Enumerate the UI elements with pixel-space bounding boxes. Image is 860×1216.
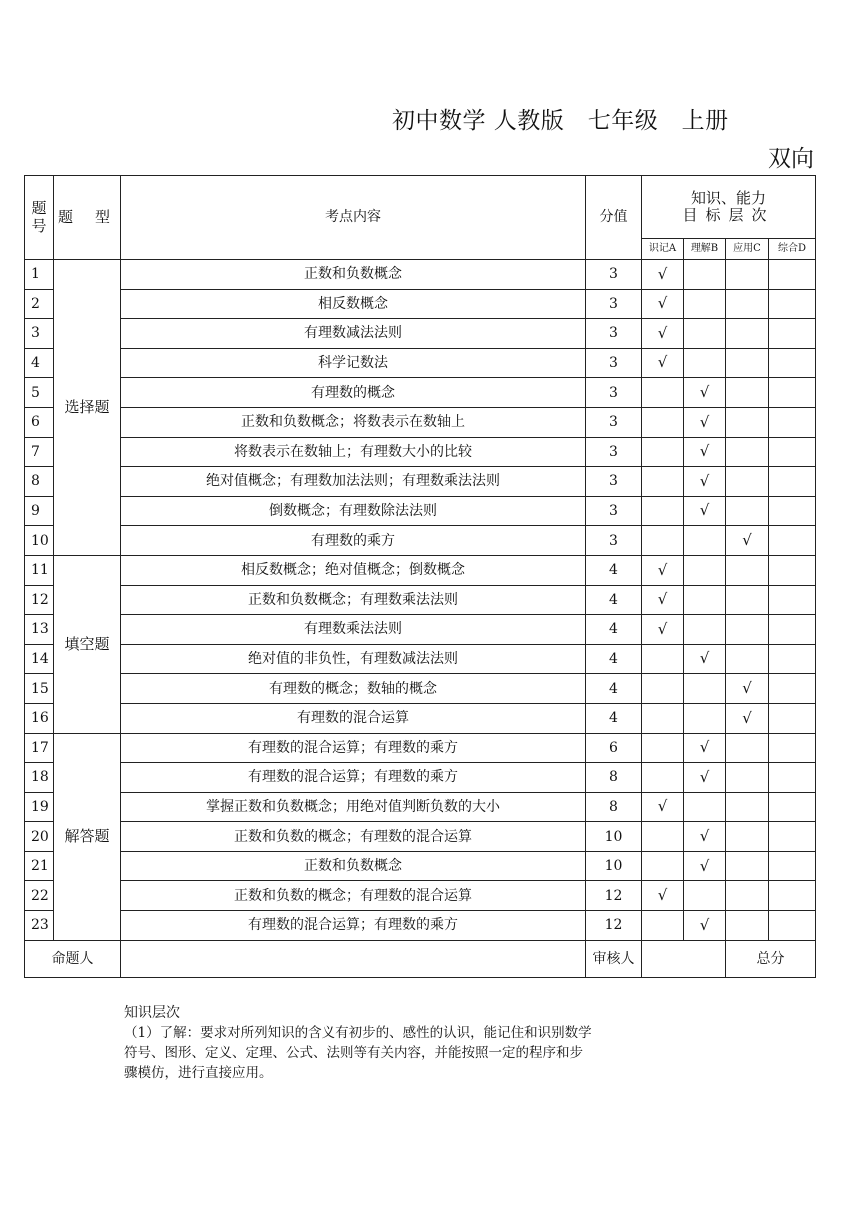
header-no-text: 题 号: [31, 199, 47, 235]
topic-content: 绝对值的非负性，有理数减法法则: [121, 644, 586, 674]
note-title: 知识层次: [124, 1005, 180, 1021]
score-value: 8: [586, 792, 642, 822]
page-subtitle: 双向: [768, 146, 814, 172]
table-row: [25, 733, 816, 763]
table-row: [25, 555, 816, 585]
question-no: 3: [25, 319, 54, 349]
level-cell: [642, 407, 684, 437]
level-cell: [769, 911, 816, 941]
question-no: 2: [25, 289, 54, 319]
level-cell: [684, 467, 726, 497]
level-cell: [642, 644, 684, 674]
level-cell: [726, 378, 769, 408]
question-no: 18: [25, 763, 54, 793]
level-cell: [726, 733, 769, 763]
topic-content: 绝对值概念；有理数加法法则；有理数乘法法则: [121, 467, 586, 497]
check-mark: √: [699, 442, 710, 461]
topic-content: 有理数的概念: [121, 378, 586, 408]
level-cell: [684, 260, 726, 290]
score-value: 3: [586, 260, 642, 290]
check-mark: √: [742, 708, 752, 727]
level-cell: [726, 348, 769, 378]
topic-content: 有理数的混合运算；有理数的乘方: [121, 733, 586, 763]
level-cell: [684, 733, 726, 763]
question-type: 选择题: [54, 260, 121, 556]
level-cell: [684, 703, 726, 733]
level-cell: [642, 348, 684, 378]
question-no: 12: [25, 585, 54, 615]
check-mark: √: [699, 856, 710, 875]
topic-content: 正数和负数概念: [121, 851, 586, 881]
level-cell: [684, 585, 726, 615]
level-cell: [642, 615, 684, 645]
level-cell: [642, 851, 684, 881]
page-title: 初中数学 人教版 七年级 上册: [392, 108, 729, 134]
reviewer-value: [642, 940, 726, 977]
score-value: 6: [586, 733, 642, 763]
level-cell: [769, 437, 816, 467]
level-cell: [726, 792, 769, 822]
level-cell: [684, 881, 726, 911]
score-value: 10: [586, 822, 642, 852]
question-no: 9: [25, 496, 54, 526]
level-cell: [726, 496, 769, 526]
level-cell: [684, 822, 726, 852]
level-cell: [684, 911, 726, 941]
level-a-label: 识记A: [642, 239, 684, 260]
topic-content: 有理数的概念；数轴的概念: [121, 674, 586, 704]
level-cell: [642, 437, 684, 467]
level-cell: [726, 911, 769, 941]
question-no: 10: [25, 526, 54, 556]
topic-content: 正数和负数概念；将数表示在数轴上: [121, 407, 586, 437]
check-mark: √: [657, 353, 668, 372]
table-row: [25, 378, 816, 408]
header-score: 分值: [586, 176, 642, 260]
topic-content: 科学记数法: [121, 348, 586, 378]
level-cell: [726, 407, 769, 437]
check-mark: √: [657, 323, 668, 342]
score-value: 4: [586, 644, 642, 674]
score-value: 4: [586, 703, 642, 733]
header-knowledge: [642, 176, 816, 239]
level-cell: [769, 585, 816, 615]
footer-row: [25, 940, 816, 977]
level-c-label: 应用C: [726, 239, 769, 260]
table-row: [25, 851, 816, 881]
topic-content: 有理数减法法则: [121, 319, 586, 349]
topic-content: 掌握正数和负数概念；用绝对值判断负数的大小: [121, 792, 586, 822]
level-cell: [726, 674, 769, 704]
score-value: 4: [586, 615, 642, 645]
level-cell: [769, 644, 816, 674]
level-cell: [769, 703, 816, 733]
level-cell: [642, 792, 684, 822]
question-no: 19: [25, 792, 54, 822]
check-mark: √: [699, 738, 710, 757]
score-value: 3: [586, 319, 642, 349]
level-cell: [642, 674, 684, 704]
check-mark: √: [699, 767, 710, 786]
header-content: 考点内容: [121, 176, 586, 260]
question-no: 8: [25, 467, 54, 497]
score-value: 3: [586, 348, 642, 378]
check-mark: √: [742, 678, 752, 697]
check-mark: √: [657, 560, 668, 579]
level-cell: [642, 822, 684, 852]
topic-content: 有理数的乘方: [121, 526, 586, 556]
score-value: 3: [586, 378, 642, 408]
author-value: [121, 940, 586, 977]
level-cell: [642, 526, 684, 556]
topic-content: 正数和负数概念: [121, 260, 586, 290]
question-no: 23: [25, 911, 54, 941]
level-cell: [726, 615, 769, 645]
question-no: 14: [25, 644, 54, 674]
table-row: [25, 674, 816, 704]
score-value: 8: [586, 763, 642, 793]
question-no: 16: [25, 703, 54, 733]
level-cell: [726, 703, 769, 733]
question-no: 1: [25, 260, 54, 290]
score-value: 4: [586, 555, 642, 585]
level-cell: [726, 881, 769, 911]
topic-content: 有理数的混合运算；有理数的乘方: [121, 911, 586, 941]
level-cell: [642, 378, 684, 408]
table-row: [25, 319, 816, 349]
question-type: 解答题: [54, 733, 121, 940]
check-mark: √: [699, 383, 710, 402]
knowledge-level-note: [124, 1003, 594, 1083]
topic-content: 正数和负数概念；有理数乘法法则: [121, 585, 586, 615]
question-no: 21: [25, 851, 54, 881]
level-cell: [642, 555, 684, 585]
check-mark: √: [699, 649, 710, 668]
table-row: [25, 467, 816, 497]
table-row: [25, 585, 816, 615]
topic-content: 有理数乘法法则: [121, 615, 586, 645]
level-cell: [769, 763, 816, 793]
level-cell: [769, 881, 816, 911]
header-type-text: 题 型: [58, 207, 111, 226]
check-mark: √: [699, 915, 710, 934]
level-cell: [684, 289, 726, 319]
level-cell: [684, 763, 726, 793]
level-cell: [642, 881, 684, 911]
check-mark: √: [657, 264, 668, 283]
level-b-label: 理解B: [684, 239, 726, 260]
question-no: 7: [25, 437, 54, 467]
level-d-label: 综合D: [769, 239, 816, 260]
table-row: [25, 644, 816, 674]
table-row: [25, 792, 816, 822]
table-row: [25, 763, 816, 793]
level-cell: [726, 763, 769, 793]
score-value: 3: [586, 289, 642, 319]
level-cell: [726, 319, 769, 349]
level-cell: [684, 615, 726, 645]
level-cell: [769, 851, 816, 881]
level-cell: [726, 555, 769, 585]
topic-content: 正数和负数的概念；有理数的混合运算: [121, 822, 586, 852]
level-cell: [769, 260, 816, 290]
question-no: 4: [25, 348, 54, 378]
topic-content: 有理数的混合运算: [121, 703, 586, 733]
level-cell: [684, 851, 726, 881]
question-type: 填空题: [54, 555, 121, 733]
level-cell: [769, 496, 816, 526]
check-mark: √: [657, 294, 668, 313]
level-cell: [726, 437, 769, 467]
level-cell: [769, 555, 816, 585]
level-cell: [642, 260, 684, 290]
level-cell: [769, 792, 816, 822]
check-mark: √: [699, 471, 710, 490]
level-cell: [684, 378, 726, 408]
table-row: [25, 703, 816, 733]
level-cell: [684, 496, 726, 526]
two-way-spec-table: [24, 175, 816, 978]
author-label: 命题人: [25, 940, 121, 977]
level-cell: [726, 260, 769, 290]
level-cell: [642, 911, 684, 941]
level-cell: [642, 319, 684, 349]
check-mark: √: [699, 501, 710, 520]
level-cell: [769, 733, 816, 763]
score-value: 3: [586, 437, 642, 467]
score-value: 4: [586, 585, 642, 615]
level-cell: [769, 407, 816, 437]
score-value: 4: [586, 674, 642, 704]
level-cell: [642, 703, 684, 733]
level-cell: [684, 792, 726, 822]
level-cell: [684, 555, 726, 585]
table-row: [25, 911, 816, 941]
check-mark: √: [657, 619, 668, 638]
check-mark: √: [657, 590, 668, 609]
table-row: [25, 260, 816, 290]
level-cell: [769, 348, 816, 378]
level-cell: [684, 674, 726, 704]
score-value: 3: [586, 526, 642, 556]
question-no: 15: [25, 674, 54, 704]
score-value: 12: [586, 911, 642, 941]
level-cell: [726, 467, 769, 497]
header-no: [25, 176, 54, 260]
question-no: 6: [25, 407, 54, 437]
level-cell: [726, 289, 769, 319]
level-cell: [769, 319, 816, 349]
header-row-1: [25, 176, 816, 239]
score-value: 3: [586, 467, 642, 497]
level-cell: [726, 851, 769, 881]
level-cell: [642, 733, 684, 763]
question-no: 11: [25, 555, 54, 585]
level-cell: [684, 644, 726, 674]
table-row: [25, 407, 816, 437]
level-cell: [726, 822, 769, 852]
level-cell: [726, 585, 769, 615]
note-text: （1）了解：要求对所列知识的含义有初步的、感性的认识，能记住和识别数学符号、图形、定义、定理、公式、法则等有关内容，并能按照一定的程序和步骤模仿，进行直接应用。: [124, 1025, 592, 1081]
score-value: 12: [586, 881, 642, 911]
level-cell: [769, 822, 816, 852]
level-cell: [726, 644, 769, 674]
question-no: 17: [25, 733, 54, 763]
check-mark: √: [699, 412, 710, 431]
level-cell: [769, 526, 816, 556]
table-row: [25, 822, 816, 852]
level-cell: [769, 615, 816, 645]
topic-content: 将数表示在数轴上；有理数大小的比较: [121, 437, 586, 467]
topic-content: 相反数概念；绝对值概念；倒数概念: [121, 555, 586, 585]
table-row: [25, 437, 816, 467]
reviewer-label: 审核人: [586, 940, 642, 977]
table-row: [25, 881, 816, 911]
topic-content: 正数和负数的概念；有理数的混合运算: [121, 881, 586, 911]
table-row: [25, 615, 816, 645]
check-mark: √: [699, 826, 710, 845]
level-cell: [684, 437, 726, 467]
question-no: 22: [25, 881, 54, 911]
topic-content: 倒数概念；有理数除法法则: [121, 496, 586, 526]
table-row: [25, 289, 816, 319]
level-cell: [769, 467, 816, 497]
level-cell: [769, 674, 816, 704]
topic-content: 相反数概念: [121, 289, 586, 319]
level-cell: [769, 378, 816, 408]
level-cell: [769, 289, 816, 319]
level-cell: [726, 526, 769, 556]
check-mark: √: [657, 886, 668, 905]
level-cell: [684, 526, 726, 556]
level-cell: [642, 467, 684, 497]
level-cell: [642, 496, 684, 526]
score-value: 3: [586, 496, 642, 526]
header-knowledge-line1: 知识、能力: [691, 188, 767, 207]
level-cell: [684, 319, 726, 349]
level-cell: [642, 289, 684, 319]
table-row: [25, 348, 816, 378]
question-no: 5: [25, 378, 54, 408]
table-row: [25, 526, 816, 556]
level-cell: [642, 763, 684, 793]
total-label: 总分: [726, 940, 816, 977]
header-knowledge-line2: 目标层次: [682, 206, 775, 224]
check-mark: √: [742, 531, 752, 550]
table-row: [25, 496, 816, 526]
question-no: 13: [25, 615, 54, 645]
score-value: 3: [586, 407, 642, 437]
level-cell: [684, 407, 726, 437]
header-type: [54, 176, 121, 260]
topic-content: 有理数的混合运算；有理数的乘方: [121, 763, 586, 793]
level-cell: [642, 585, 684, 615]
score-value: 10: [586, 851, 642, 881]
level-cell: [684, 348, 726, 378]
question-no: 20: [25, 822, 54, 852]
check-mark: √: [657, 797, 668, 816]
